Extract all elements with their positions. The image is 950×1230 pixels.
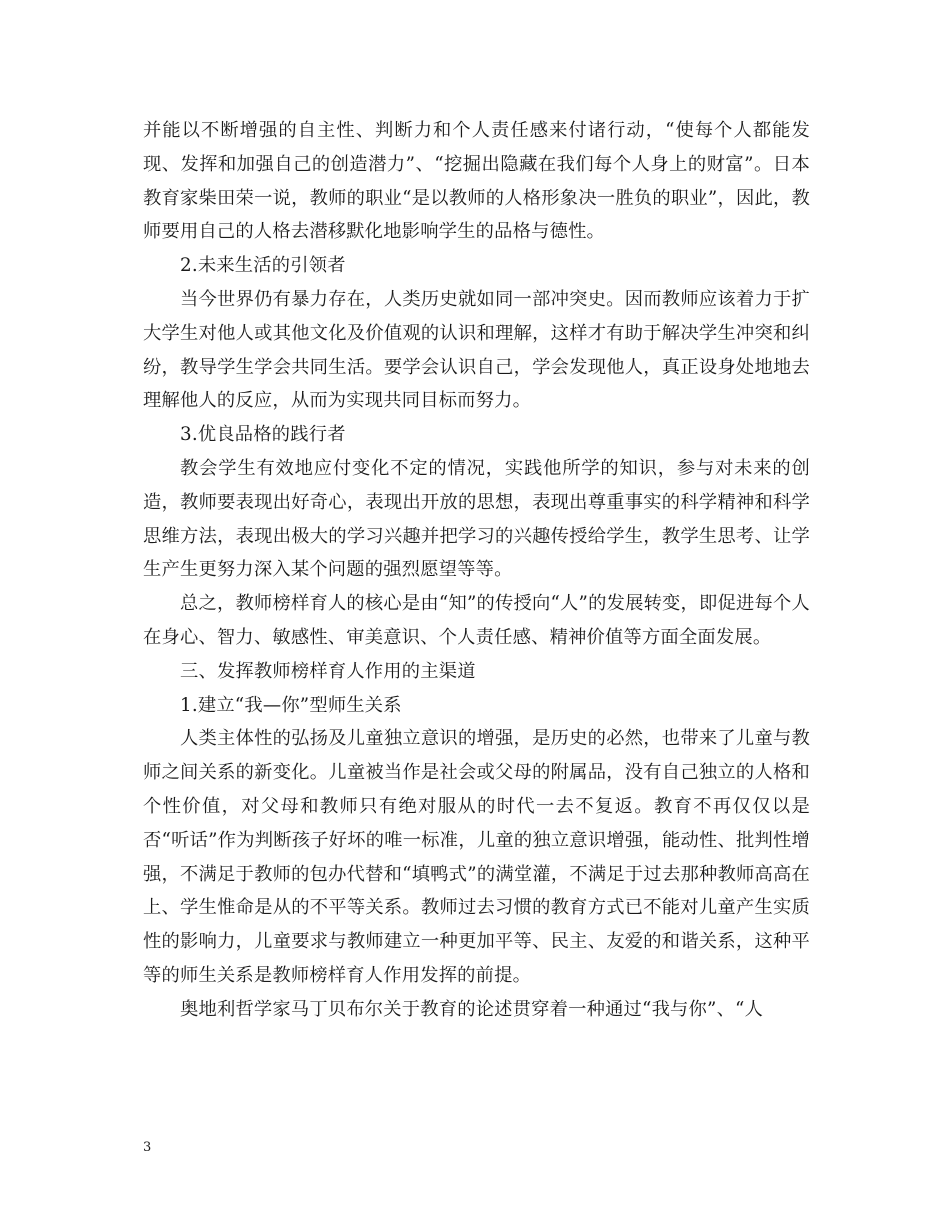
paragraph-good-character: 教会学生有效地应付变化不定的情况，实践他所学的知识，参与对未来的创造，教师要表现出好奇心，表现出开放的思想，表现出尊重事实的科学精神和科学思维方法，表现出极大的学习兴趣并把学习的兴趣传授给学生，教学生思考、让学生产生更努力深入某个问题的强烈愿望等等。 [143, 457, 810, 581]
paragraph-continuation: 并能以不断增强的自主性、判断力和个人责任感来付诸行动，“使每个人都能发现、发挥和加强自己的创造潜力”、“挖掘出隐藏在我们每个人身上的财富”。日本教育家柴田荣一说，教师的职业“是以教师的人格形象决一胜负的职业”，因此，教师要用自己的人格去潜移默化地影响学生的品格与德性。 [143, 120, 810, 243]
paragraph-buber: 奥地利哲学家马丁贝布尔关于教育的论述贯穿着一种通过“我与你”、“人 [180, 998, 764, 1020]
paragraph-summary: 总之，教师榜样育人的核心是由“知”的传授向“人”的发展转变，即促进每个人在身心、智力、敏感性、审美意识、个人责任感、精神价值等方面全面发展。 [143, 593, 810, 648]
subheading-teacher-student-relation: 1.建立“我—你”型师生关系 [180, 694, 402, 716]
paragraph-future-life: 当今世界仍有暴力存在，人类历史就如同一部冲突史。因而教师应该着力于扩大学生对他人或其他文化及价值观的认识和理解，这样才有助于解决学生冲突和纠纷，教导学生学会共同生活。要学会认识自己，学会发现他人，真正设身处地地去理解他人的反应，从而为实现共同目标而努力。 [143, 288, 810, 412]
subheading-future-life-guide: 2.未来生活的引领者 [180, 255, 346, 277]
subheading-good-character: 3.优良品格的践行者 [180, 424, 346, 446]
body-text [143, 114, 810, 1027]
section-heading-main-channels: 三、发挥教师榜样育人作用的主渠道 [180, 660, 476, 682]
page-number: 3 [143, 1140, 152, 1155]
paragraph-teacher-student-relation: 人类主体性的弘扬及儿童独立意识的增强，是历史的必然，也带来了儿童与教师之间关系的新变化。儿童被当作是社会或父母的附属品，没有自己独立的人格和个性价值，对父母和教师只有绝对服从的时代一去不复返。教育不再仅仅以是否“听话”作为判断孩子好坏的唯一标准，儿童的独立意识增强，能动性、批判性增强，不满足于教师的包办代替和“填鸭式”的满堂灌，不满足于过去那种教师高高在上、学生惟命是从的不平等关系。教师过去习惯的教育方式已不能对儿童产生实质性的影响力，儿童要求与教师建立一种更加平等、民主、友爱的和谐关系，这种平等的师生关系是教师榜样育人作用发挥的前提。 [143, 728, 810, 986]
